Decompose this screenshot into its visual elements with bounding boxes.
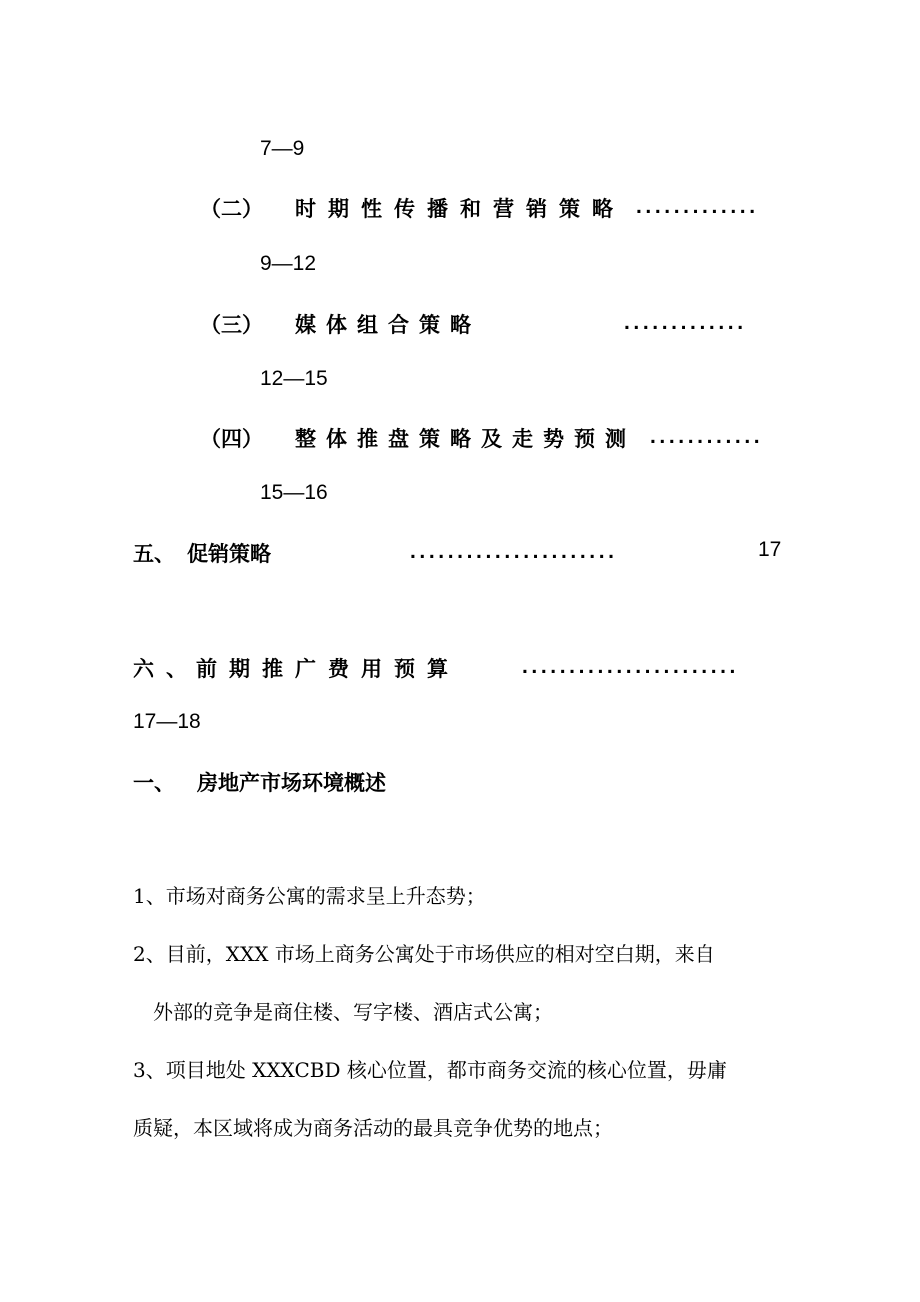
toc-number: （三） <box>200 313 263 337</box>
toc-title: 时期性传播和营销策略 <box>295 197 625 221</box>
toc-title: 促销策略 <box>187 542 271 566</box>
toc-number: （四） <box>200 427 263 451</box>
toc-pages: 12—15 <box>260 367 328 390</box>
toc-leader-dots: ....................... <box>522 655 739 678</box>
toc-leader-dots: ............. <box>624 311 747 334</box>
section-heading-number: 一、 <box>133 771 175 795</box>
list-item: 1、市场对商务公寓的需求呈上升态势； <box>133 884 486 908</box>
toc-number: 五、 <box>133 542 175 566</box>
list-item-continuation: 质疑，本区域将成为商务活动的最具竞争优势的地点； <box>133 1116 613 1140</box>
list-item: 3、项目地处 XXXCBD 核心位置，都市商务交流的核心位置，毋庸 <box>133 1058 727 1082</box>
toc-leader-dots: ............ <box>650 425 764 448</box>
toc-title: 媒体组合策略 <box>295 313 481 337</box>
toc-number: （二） <box>200 197 263 221</box>
toc-pages: 17 <box>758 538 782 561</box>
toc-pages: 9—12 <box>260 252 317 275</box>
toc-number: 六、 <box>133 657 199 681</box>
list-item-continuation: 外部的竞争是商住楼、写字楼、酒店式公寓； <box>153 1000 553 1024</box>
section-heading-title: 房地产市场环境概述 <box>197 771 386 795</box>
toc-pages: 17—18 <box>133 710 201 733</box>
toc-title: 整体推盘策略及走势预测 <box>295 427 636 451</box>
toc-leader-dots: ...................... <box>410 540 618 563</box>
toc-leader-dots: ............. <box>636 195 759 218</box>
list-item: 2、目前，XXX 市场上商务公寓处于市场供应的相对空白期，来自 <box>133 942 715 966</box>
toc-title: 前期推广费用预算 <box>196 657 460 681</box>
toc-pages-row0: 7—9 <box>260 137 305 160</box>
toc-pages: 15—16 <box>260 481 328 504</box>
